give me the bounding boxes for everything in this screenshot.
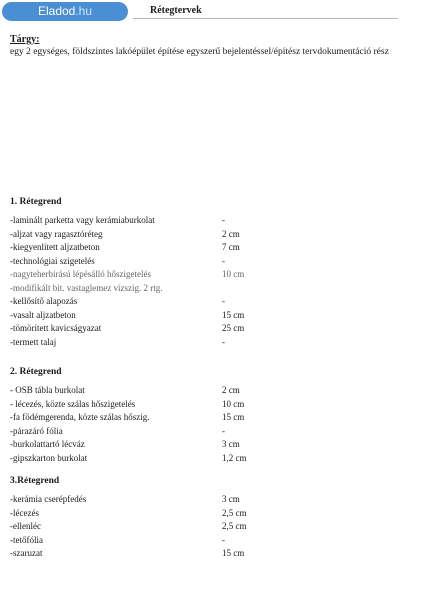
layer-thickness: 10 cm bbox=[222, 398, 245, 409]
layer-row bbox=[10, 398, 410, 412]
layer-name: -kiegyenlített aljzatbeton bbox=[10, 242, 100, 252]
watermark-suffix: .hu bbox=[75, 4, 93, 18]
layer-thickness: - bbox=[222, 425, 225, 436]
layer-row bbox=[10, 547, 410, 561]
layer-thickness: 7 cm bbox=[222, 242, 240, 252]
layer-thickness: - bbox=[222, 296, 225, 306]
layer-row bbox=[10, 268, 410, 282]
layer-row bbox=[10, 241, 410, 255]
layer-thickness: 15 cm bbox=[222, 412, 245, 422]
layer-row bbox=[10, 493, 410, 507]
layer-row bbox=[10, 384, 410, 398]
layer-row bbox=[10, 214, 410, 228]
layer-thickness: 10 cm bbox=[222, 269, 245, 279]
layer-name: -burkolattartó lécváz bbox=[10, 439, 85, 449]
layer-name: -gipszkarton burkolat bbox=[10, 452, 88, 463]
layer-row bbox=[10, 322, 410, 336]
layer-name: - OSB tábla burkolat bbox=[10, 385, 85, 395]
layer-thickness: - bbox=[222, 336, 225, 347]
layer-name: -laminált parketta vagy kerámiaburkolat bbox=[10, 215, 155, 225]
watermark-badge bbox=[2, 2, 128, 21]
layer-thickness: 15 cm bbox=[222, 548, 245, 558]
layer-thickness: 3 cm bbox=[222, 494, 240, 504]
layer-thickness: 25 cm bbox=[222, 323, 245, 333]
layer-row bbox=[10, 411, 410, 425]
layer-name: -ellenléc bbox=[10, 521, 41, 531]
layer-thickness: 2,5 cm bbox=[222, 507, 247, 518]
layer-row bbox=[10, 520, 410, 534]
layer-thickness: 3 cm bbox=[222, 439, 240, 449]
layer-row bbox=[10, 507, 410, 521]
watermark-brand: Eladod bbox=[37, 4, 76, 18]
layer-row bbox=[10, 228, 410, 242]
layer-name: - lécezés, közte szálas hőszigetelés bbox=[10, 398, 136, 409]
layer-name: -lécezés bbox=[10, 507, 39, 518]
layer-name: -vasalt aljzatbeton bbox=[10, 309, 76, 320]
layer-row bbox=[10, 452, 410, 466]
layer-name: -szaruzat bbox=[10, 548, 43, 558]
layer-name: -kellősítő alapozás bbox=[10, 296, 78, 306]
layer-name: -tetőfólia bbox=[10, 534, 43, 545]
layer-thickness: 2,5 cm bbox=[222, 521, 247, 531]
layer-name: -tömörített kavicságyazat bbox=[10, 323, 102, 333]
subject-label: Tárgy: bbox=[10, 34, 40, 45]
layer-name: -technológiai szigetelés bbox=[10, 255, 95, 266]
layer-name: -modifikált bit. vastaglemez vízszig. 2 rtg. bbox=[10, 282, 163, 293]
layer-name: -kerámia cserépfedés bbox=[10, 494, 87, 504]
section-title: 3.Rétegrend bbox=[10, 476, 60, 486]
section-2 bbox=[10, 366, 410, 465]
layer-thickness: 2 cm bbox=[222, 228, 240, 239]
layer-name: -párazáró fólia bbox=[10, 425, 63, 436]
layer-row bbox=[10, 282, 410, 296]
section-title: 2. Rétegrend bbox=[10, 367, 62, 377]
layer-row bbox=[10, 425, 410, 439]
layer-thickness: 2 cm bbox=[222, 385, 240, 395]
layer-row bbox=[10, 438, 410, 452]
section-3 bbox=[10, 475, 410, 561]
layer-row bbox=[10, 255, 410, 269]
layer-row bbox=[10, 309, 410, 323]
layer-name: -termett talaj bbox=[10, 336, 57, 347]
page-title: Rétegtervek bbox=[150, 5, 202, 16]
layer-thickness: 1,2 cm bbox=[222, 452, 247, 463]
layer-thickness: 15 cm bbox=[222, 309, 245, 320]
header-divider bbox=[133, 18, 398, 19]
layer-row bbox=[10, 534, 410, 548]
section-1 bbox=[10, 196, 410, 349]
layer-row bbox=[10, 295, 410, 309]
layer-thickness: - bbox=[222, 534, 225, 545]
layer-thickness: - bbox=[222, 215, 225, 225]
section-title: 1. Rétegrend bbox=[10, 197, 62, 207]
layer-name: -aljzat vagy ragasztóréteg bbox=[10, 228, 103, 239]
layer-thickness: - bbox=[222, 255, 225, 266]
layer-name: -nagyteherbírású lépésálló hőszigetelés bbox=[10, 269, 151, 279]
subject-text: egy 2 egységes, földszintes lakóépület építése egyszerű bejelentéssel/építész tervdokumentáció rész bbox=[10, 47, 389, 57]
layer-row bbox=[10, 336, 410, 350]
layer-name: -fa födémgerenda, közte szálas hőszig. bbox=[10, 412, 150, 422]
